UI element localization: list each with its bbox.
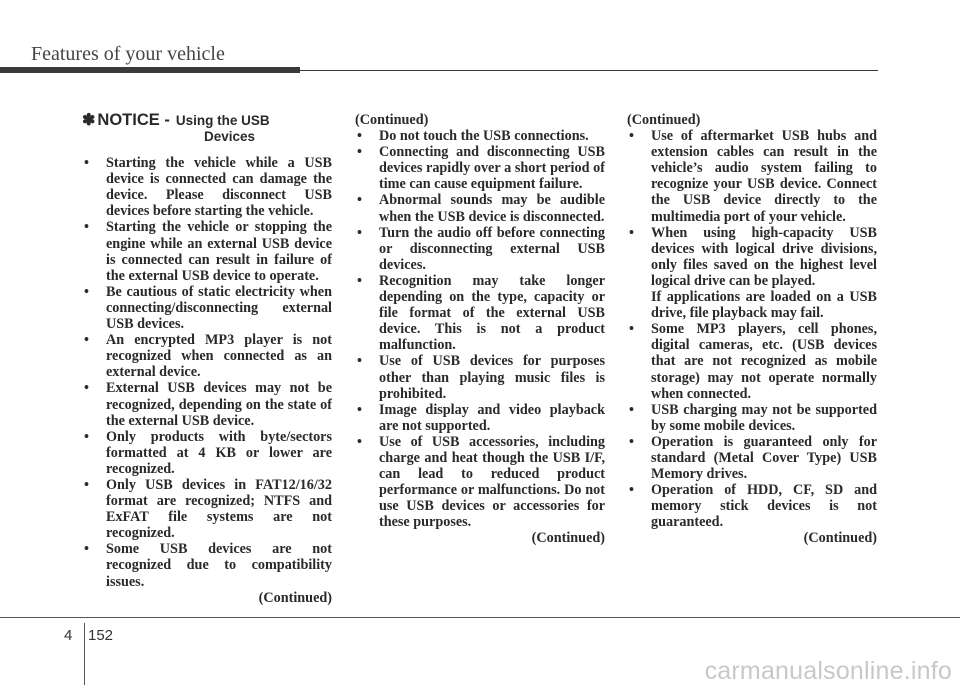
watermark: carmanualsonline.info bbox=[704, 657, 952, 685]
notice-list-col2 bbox=[355, 128, 605, 530]
list-item: • Starting the vehicle while a USB device is connected can damage the device. Please disconnect USB devices before starting the vehicle. bbox=[82, 155, 332, 219]
column-1 bbox=[82, 112, 332, 606]
list-item: • An encrypted MP3 player is not recognized when connected as an external device. bbox=[82, 332, 332, 380]
list-item: • Use of USB devices for purposes other than playing music files is prohibited. bbox=[355, 353, 605, 401]
continued-label: (Continued) bbox=[531, 530, 605, 547]
list-item: • Some USB devices are not recognized due to compatibility issues. bbox=[82, 541, 332, 589]
footer-divider bbox=[84, 623, 85, 685]
continued-label: (Continued) bbox=[258, 589, 332, 606]
list-item-text: • When using high-capacity USB devices with logical drive divisions, only files saved on the highest level logical drive can be played. bbox=[651, 224, 877, 289]
list-item: • Only products with byte/sectors formatted at 4 KB or lower are recognized. bbox=[82, 429, 332, 477]
list-item: • Use of aftermarket USB hubs and extension cables can result in the vehicle’s audio system failing to recognize your USB device. Connect the USB device directly to the multimedia port of your vehicle. bbox=[627, 128, 877, 225]
header-rule bbox=[300, 70, 878, 72]
list-item: • Operation is guaranteed only for standard (Metal Cover Type) USB Memory drives. bbox=[627, 434, 877, 482]
continued-top-label: (Continued) bbox=[355, 112, 429, 128]
continued-label: (Continued) bbox=[803, 530, 877, 547]
footer-rule bbox=[0, 617, 960, 618]
notice-subtitle-line1: Using the USB bbox=[175, 113, 270, 128]
list-item bbox=[627, 225, 877, 322]
list-item: • USB charging may not be supported by some mobile devices. bbox=[627, 402, 877, 434]
list-item: • External USB devices may not be recognized, depending on the state of the external USB device. bbox=[82, 380, 332, 428]
list-item: • Do not touch the USB connections. bbox=[355, 128, 605, 144]
list-item: • Recognition may take longer depending on the type, capacity or file format of the external USB device. This is not a product malfunction. bbox=[355, 273, 605, 353]
list-item: • Only USB devices in FAT12/16/32 format are recognized; NTFS and ExFAT file systems are not recognized. bbox=[82, 477, 332, 541]
page-number: 152 bbox=[88, 627, 114, 644]
list-item: • Starting the vehicle or stopping the engine while an external USB device is connected can result in failure of the external USB device to operate. bbox=[82, 219, 332, 283]
list-item: • Abnormal sounds may be audible when the USB device is disconnected. bbox=[355, 192, 605, 224]
list-item-note: If applications are loaded on a USB drive, file playback may fail. bbox=[651, 289, 877, 322]
column-2 bbox=[355, 112, 605, 547]
notice-list-col1 bbox=[82, 155, 332, 590]
notice-subtitle-line2: Devices bbox=[203, 129, 256, 145]
list-item: • Operation of HDD, CF, SD and memory stick devices is not guaranteed. bbox=[627, 482, 877, 530]
notice-star-icon: ✽ bbox=[82, 112, 96, 129]
header-bar bbox=[0, 67, 300, 73]
notice-label: NOTICE - bbox=[97, 111, 170, 129]
continued-top-label: (Continued) bbox=[627, 112, 701, 128]
column-3 bbox=[627, 112, 877, 547]
list-item: • Image display and video playback are not supported. bbox=[355, 402, 605, 434]
list-item: • Use of USB accessories, including charge and heat though the USB I/F, can lead to reduced product performance or malfunctions. Do not use USB devices or accessories for these purposes. bbox=[355, 434, 605, 531]
notice-heading bbox=[82, 112, 332, 144]
chapter-number: 4 bbox=[64, 627, 73, 644]
list-item: • Connecting and disconnecting USB devices rapidly over a short period of time can cause equipment failure. bbox=[355, 144, 605, 192]
list-item: • Some MP3 players, cell phones, digital cameras, etc. (USB devices that are not recognized as mobile storage) may not operate normally when connected. bbox=[627, 321, 877, 401]
notice-list-col3 bbox=[627, 128, 877, 530]
list-item: • Be cautious of static electricity when connecting/disconnecting external USB devices. bbox=[82, 284, 332, 332]
page-header-title: Features of your vehicle bbox=[31, 43, 225, 65]
list-item: • Turn the audio off before connecting or disconnecting external USB devices. bbox=[355, 225, 605, 273]
